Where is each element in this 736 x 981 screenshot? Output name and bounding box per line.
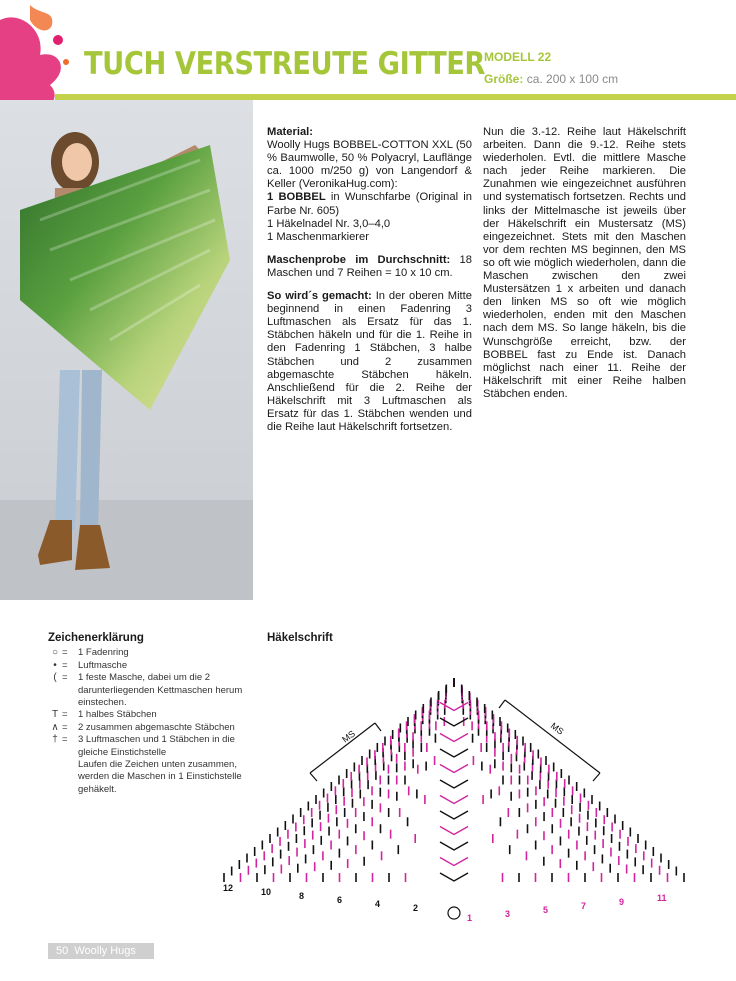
row-label-left: 2 [413,903,419,913]
material-column [267,126,472,444]
chart-title: Häkelschrift [267,632,333,644]
decrease-icon: ∧ [51,721,59,733]
single-crochet-icon: ( [53,672,57,684]
legend-item: ○ = 1 Fadenring [48,647,258,659]
decrease-chevron [440,765,468,773]
row-label-right: 7 [581,901,587,911]
size-info: Größe: ca. 200 x 100 cm [484,72,619,86]
chain-stitch-combo-icon: † [52,734,58,746]
footer-brand: Woolly Hugs [74,945,136,957]
gauge-block: Maschenprobe im Durchschnitt: 18 Maschen und 7 Reihen = 10 x 10 cm. [267,253,472,279]
legend-item: ∧ = 2 zusammen abgemaschte Stäbchen [48,722,258,734]
page-title: TUCH VERSTREUTE GITTER [84,46,486,82]
decrease-chevron [440,811,468,819]
ring-icon: ○ [51,647,59,659]
model-photo [0,100,253,600]
legend-item: • = Luftmasche [48,660,258,672]
decrease-chevron [440,734,468,742]
chart-stitch-rows [224,678,684,882]
row-label-right: 3 [505,909,511,919]
material-block: Material: Woolly Hugs BOBBEL-COTTON XXL (50 % Baumwolle, 50 % Polyacryl, Lauflänge ca. 1000 m/250 g) von Langendorf & Keller (VeronikaHug.com): 1 BOBBEL in Wunschfarbe (Original in Farbe Nr. 605) 1 Häkelnadel Nr. 3,0–4,0 1 Maschenmarkierer [267,126,472,243]
chain-icon: • [53,659,57,671]
model-number: MODELL 22 [484,50,552,64]
continuation-text: Nun die 3.-12. Reihe laut Häkelschrift arbeiten. Dann die 9.-12. Reihe stets wiederholen. Evtl. die mittlere Masche nach jeder Reihe markieren. Die Zunahmen wie eingezeichnet ausführen und systematisch fortsetzen. Rechts und links der Mittelmasche ist jeweils über der Häkelschrift ein Mustersatz (MS) eingezeichnet. Stets mit den Maschen vor dem rechten MS beginnen, den MS so oft wie möglich wiederholen, dann die Maschen zwischen den zwei Mustersätzen 1 x arbeiten und danach den linken MS so oft wie möglich wiederholen, enden mit den Maschen nach dem MS. So lange häkeln, bis die Wunschgröße erreicht, bzw. der BOBBEL fast zu Ende ist. Danach möglichst nach einer 11. Reihe der Häkelschrift mit einer Reihe halben Stäbchen enden. [483,126,686,400]
row-label-left: 6 [337,895,343,905]
decrease-chevron [440,780,468,788]
decrease-chevron [440,749,468,757]
decrease-chevron [440,827,468,835]
row-label-right: 1 [467,913,473,923]
decrease-chevron [440,796,468,804]
decrease-chevron [440,842,468,850]
legend-item: T = 1 halbes Stäbchen [48,709,258,721]
repeat-label-right: MS [548,720,566,737]
row-label-left: 4 [375,899,381,909]
continuation-column [483,126,686,411]
row-label-right: 5 [543,905,549,915]
row-label-left: 12 [223,883,234,893]
instructions-block: So wird´s gemacht: In der oberen Mitte beginnend in einen Fadenring 3 Luftmaschen als Ersatz für das 1. Stäbchen häkeln und für die 1. Reihe in den Fadenring 1 Stäbchen, 3 halbe Stäbchen und 2 zusammen abgemaschte Stäbchen häkeln. Anschließend für die 2. Reihe der Häkelschrift mit 3 Luftmaschen als Ersatz für das 1. Stäbchen wenden und die Reihe laut Häkelschrift fortsetzen. [267,290,472,433]
row-label-left: 8 [299,891,305,901]
legend-item: ( = 1 feste Masche, dabei um die 2 darunterliegenden Kettmaschen herum einstechen. [48,672,258,709]
row-label-right: 9 [619,897,625,907]
half-double-icon: T [51,709,59,721]
page-number: 50 [56,945,69,957]
row-label-right: 11 [657,893,667,903]
legend-note: Laufen die Zeichen unten zusammen, werden die Maschen in 1 Einstichstelle gehäkelt. [78,759,242,795]
center-ring [448,907,460,919]
decrease-chevron [440,858,468,866]
page-footer [48,943,154,959]
row-label-left: 10 [261,887,272,897]
repeat-label-left: MS [340,728,357,745]
legend-heading: Zeichenerklärung [48,632,144,644]
decrease-chevron [440,873,468,881]
row-labels [223,883,667,923]
photo-illustration [0,100,253,600]
legend-item: † = 3 Luftmaschen und 1 Stäbchen in die gleiche Einstichstelle [48,734,258,759]
crochet-chart [215,665,695,930]
